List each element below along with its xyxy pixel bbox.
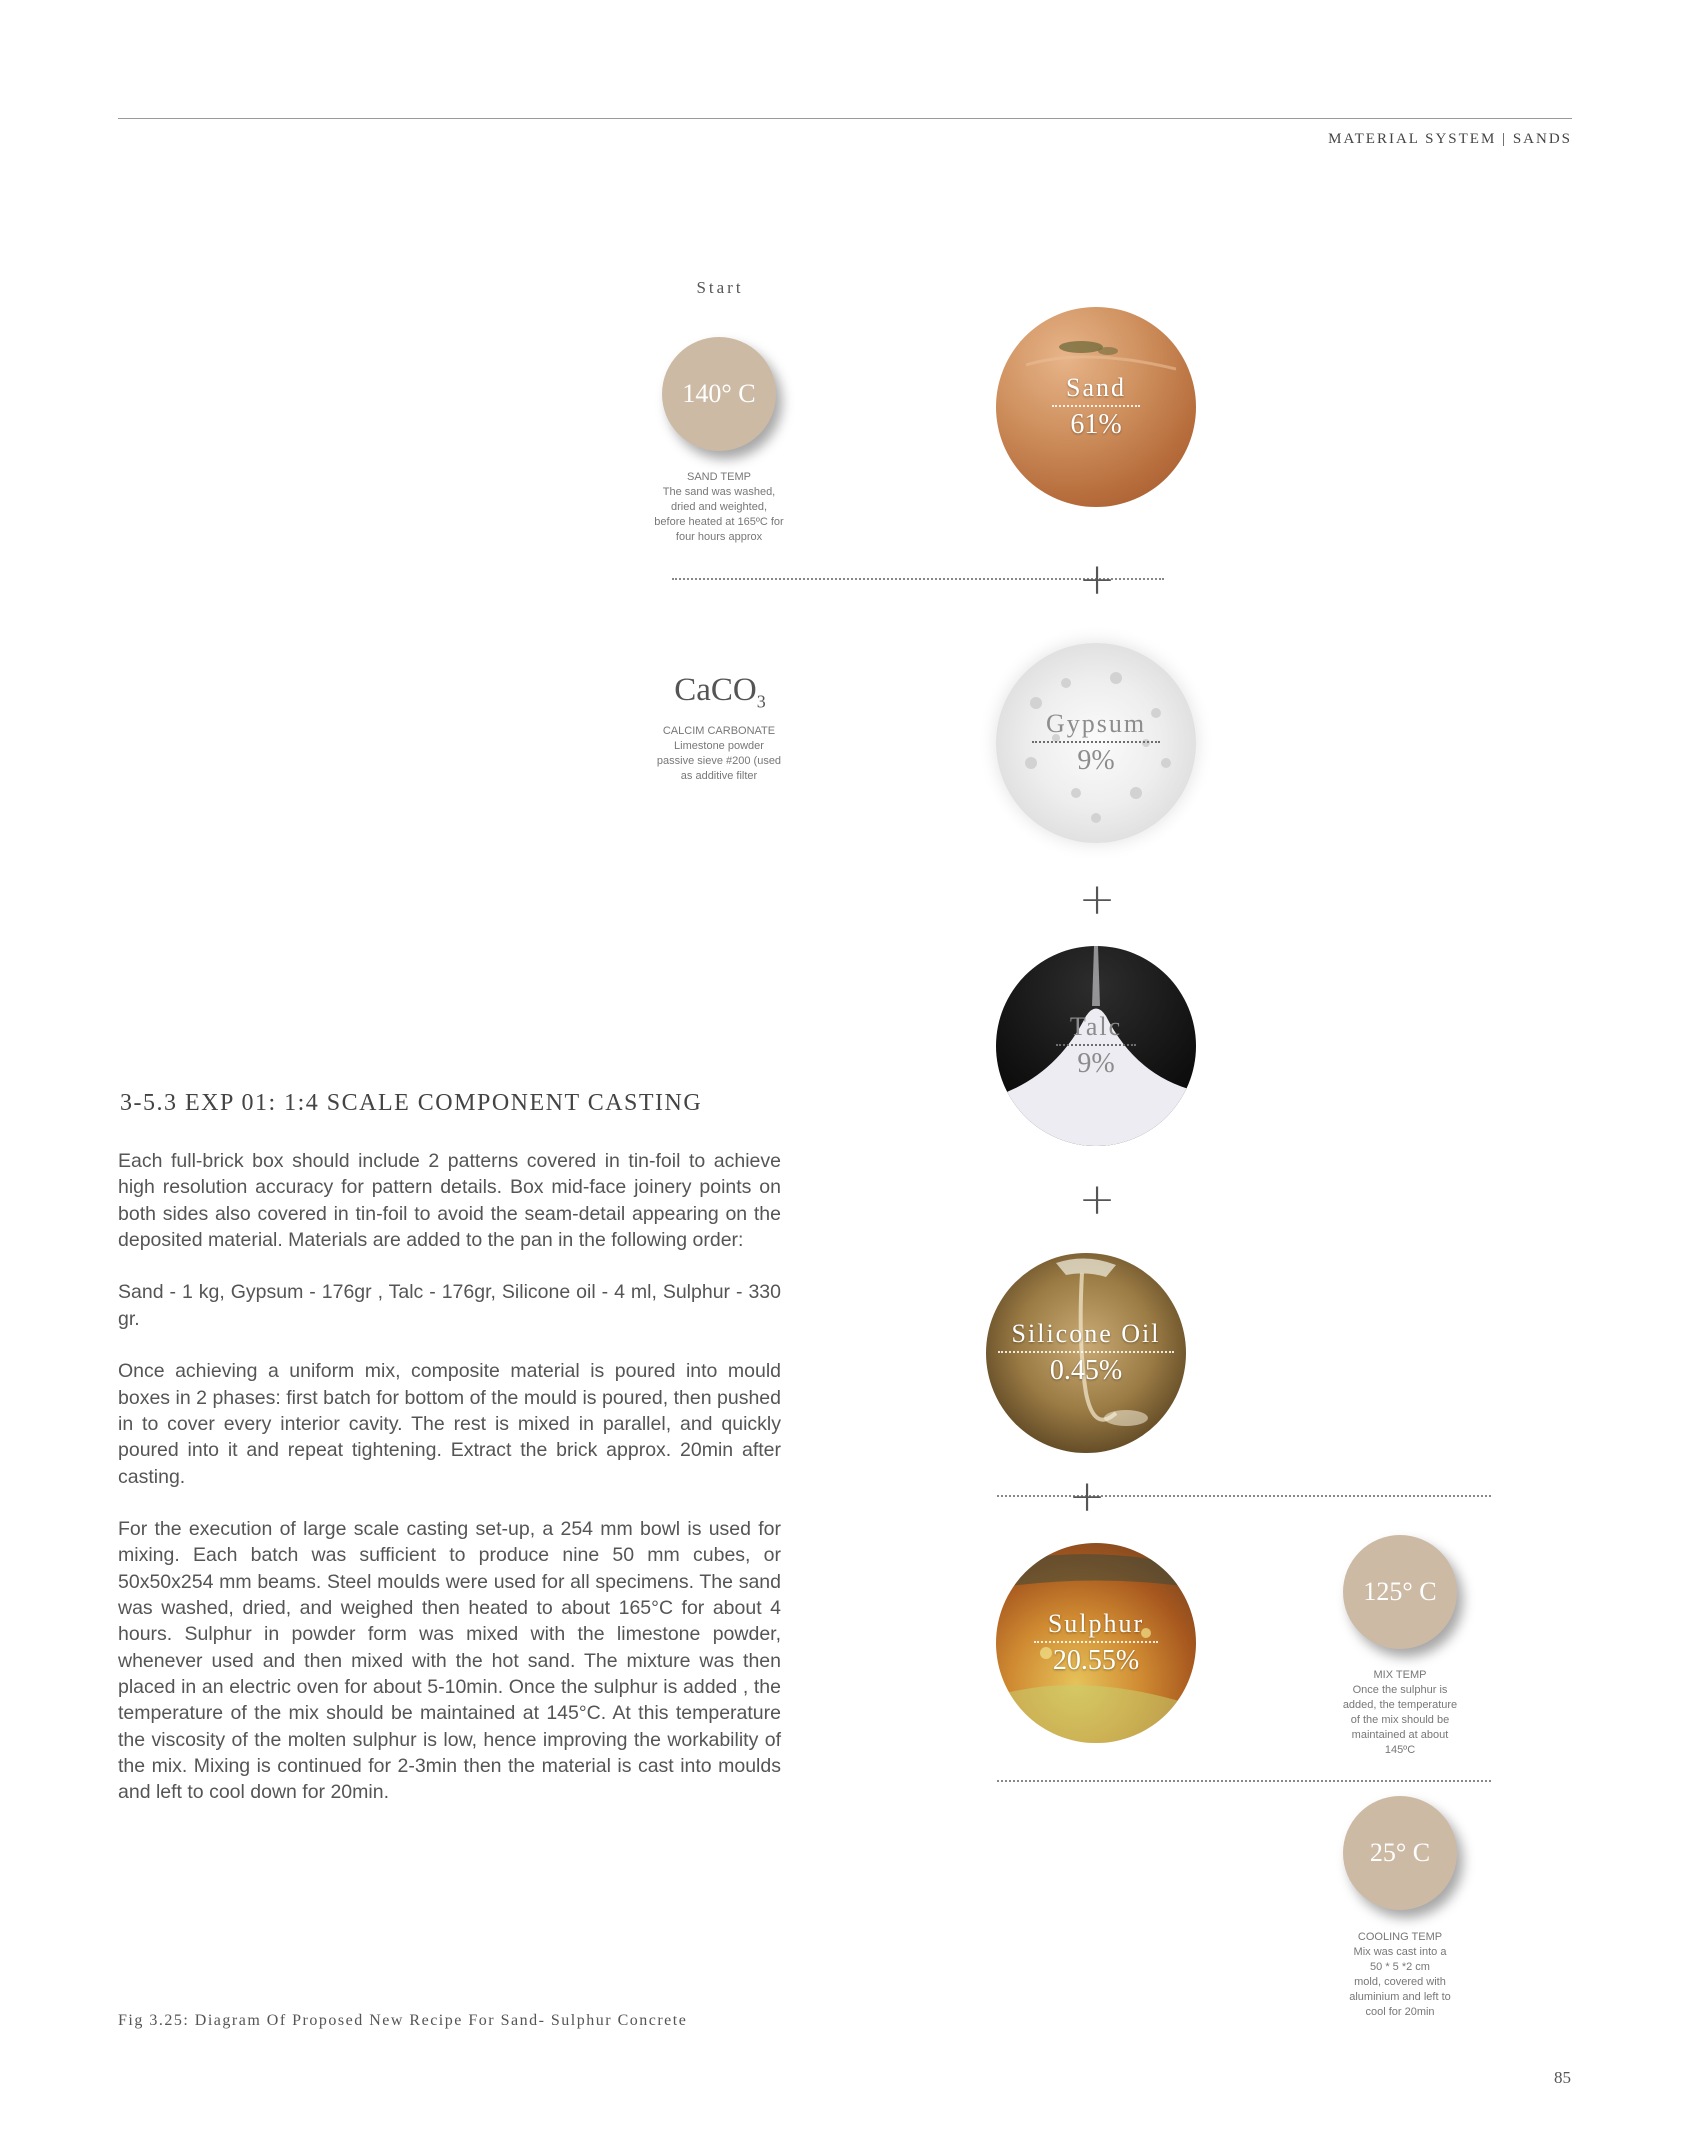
start-label: Start [696,278,744,297]
plus-icon: + [1078,1174,1116,1225]
silicone-oil-material-circle [986,1253,1186,1453]
cooling-temp-line: 50 * 5 *2 cm [1370,1961,1430,1973]
running-header: MATERIAL SYSTEM | SANDS [1328,131,1572,147]
mix-temp-line: 145ºC [1384,1744,1416,1756]
mix-temp-circle [1343,1535,1457,1649]
cooling-temp-title: COOLING TEMP [1357,1931,1443,1943]
sand-temp-line: The sand was washed, [662,486,776,498]
sand-temp-circle [662,337,776,451]
mix-temp-caption [1310,1668,1490,1758]
caco3-subscript: 3 [756,691,766,712]
mix-temp-line: maintained at about [1351,1729,1449,1741]
plus-icon: + [1068,1471,1106,1522]
cooling-temp-line: aluminium and left to [1349,1991,1451,2003]
mix-temp-line: of the mix should be [1350,1714,1450,1726]
figure-caption: Fig 3.25: Diagram Of Proposed New Recipe For Sand- Sulphur Concrete [118,2012,688,2029]
caco3-line: Limestone powder [674,740,764,752]
mix-temp-value: 125° C [1363,1577,1437,1606]
gypsum-percent: 9% [1077,745,1115,776]
dune-shrub-icon [1026,317,1176,377]
sand-material-circle [996,307,1196,507]
talc-powder-mound-icon [996,946,1196,1146]
caco3-title: CALCIM CARBONATE [662,725,776,737]
caco3-line: as additive filter [680,770,758,782]
sand-temp-line: before heated at 165ºC for [654,516,784,528]
top-rule [118,118,1572,119]
plus-icon: + [1078,874,1116,925]
sand-percent: 61% [1070,409,1122,440]
sulphur-name: Sulphur [1034,1609,1158,1643]
mix-temp-line: Once the sulphur is [1352,1684,1448,1696]
sand-temp-value: 140° C [682,379,756,408]
oil-drip-icon [986,1253,1186,1453]
caco3-line: passive sieve #200 (used [656,755,782,767]
section-title: 3-5.3 EXP 01: 1:4 SCALE COMPONENT CASTING [120,1090,703,1116]
sand-temp-caption [630,470,808,545]
talc-percent: 9% [1077,1048,1115,1079]
body-text [118,1148,781,1832]
sand-temp-line: four hours approx [675,531,763,543]
body-paragraph: Once achieving a uniform mix, composite material is poured into mould boxes in 2 phases: first batch for bottom of the mould is poured, then pushed in to cover every interior cavity. The rest is mixed in parallel, and quickly poured into it and repeat tightening. Extract the brick approx. 20min after casting. [118,1360,781,1488]
body-paragraph: For the execution of large scale casting set-up, a 254 mm bowl is used for mixing. Each batch was sufficient to produce nine 50 mm cubes, or 50x50x254 mm beams. Steel moulds were used for all specimens. The sand was washed, dried, and weighed then heated to about 165°C for about 4 hours. Sulphur in powder form was mixed with the limestone powder, whenever used and then mixed with the hot sand. The mixture was then placed in an electric oven for about 5-10min. Once the sulphur is added , the temperature of the mix should be maintained at 145°C. At this temperature the viscosity of the molten sulphur is low, hence improving the workability of the mix. Mixing is continued for 2-3min then the material is cast into moulds and left to cool down for 20min. [118,1518,781,1804]
cooling-temp-value: 25° C [1369,1838,1431,1867]
talc-material-circle [996,946,1196,1146]
gypsum-granules-icon [996,643,1196,843]
gypsum-name: Gypsum [1032,709,1160,743]
sand-temp-title: SAND TEMP [687,471,751,483]
caco3-formula-text: CaCO [674,672,757,708]
talc-name: Talc [1056,1012,1136,1046]
cooling-temp-line: mold, covered with [1354,1976,1446,1988]
sulphur-material-circle [996,1543,1196,1743]
gypsum-material-circle [996,643,1196,843]
body-paragraph: Each full-brick box should include 2 patterns covered in tin-foil to achieve high resolution accuracy for pattern details. Box mid-face joinery points on both sides also covered in tin-foil to avoid the seam-detail appearing on the deposited material. Materials are added to the pan in the following order: [118,1150,781,1251]
plus-icon: + [1078,554,1116,605]
mix-temp-title: MIX TEMP [1373,1669,1427,1681]
cooling-temp-line: Mix was cast into a [1353,1946,1447,1958]
cooling-temp-circle [1343,1796,1457,1910]
page-number: 85 [1554,2068,1571,2087]
dotted-separator [997,1780,1491,1782]
sand-temp-line: dried and weighted, [670,501,767,513]
caco3-formula [640,672,800,713]
cooling-temp-caption [1310,1930,1490,2020]
silicone-oil-name: Silicone Oil [998,1319,1175,1353]
mix-temp-line: added, the temperature [1342,1699,1458,1711]
sulphur-terrain-icon [996,1543,1196,1743]
body-paragraph: Sand - 1 kg, Gypsum - 176gr , Talc - 176gr, Silicone oil - 4 ml, Sulphur - 330 gr. [118,1281,781,1330]
caco3-caption [630,724,808,784]
sulphur-percent: 20.55% [1052,1645,1140,1676]
sand-name: Sand [1052,373,1140,407]
cooling-temp-line: cool for 20min [1365,2006,1435,2018]
silicone-oil-percent: 0.45% [1049,1355,1123,1386]
